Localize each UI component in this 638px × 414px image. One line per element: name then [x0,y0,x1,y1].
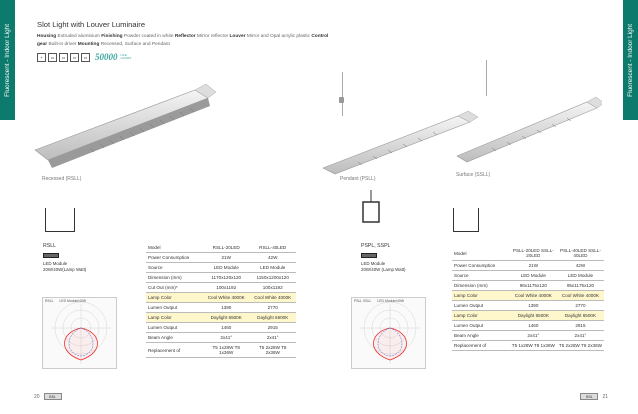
spec-row [452,341,604,351]
led-module-label [43,261,86,273]
spec-value-a: 1390 [510,301,557,311]
spec-value-a: Daylight 6500K [203,313,249,323]
spec-label: Model [452,246,510,261]
section-tab-left [0,0,15,120]
spec-row [146,273,296,283]
spec-value-b: 100x1192 [249,283,296,293]
spec-value-a: T5 1x28W T8 1x36W [203,343,249,358]
page-title: Slot Light with Louver Luminaire [37,20,146,29]
spec-label: Replacement of [146,343,203,358]
mounting-label: Mounting [77,42,100,47]
pendant-wire [486,60,487,96]
reflector-label: Reflector [174,34,196,39]
section-tab-label: Fluorescent - Indoor Light [627,23,634,97]
recessed-luminaire-image [30,60,220,175]
spec-row [146,283,296,293]
spec-value-a: 1390 [203,303,249,313]
spec-value-a: 21W [203,253,249,263]
polar-title: LED Module/40W [59,299,87,303]
spec-value-b: 2915 [249,323,296,333]
polar-diagram [42,297,117,369]
spec-value-b: 2915 [557,321,604,331]
spec-value-a: Cool White 4000K [510,291,557,301]
spec-row [452,281,604,291]
led-module-line: 20W/40W (Lamp Watt) [361,267,406,272]
polar-diagram [351,297,426,369]
spec-value-a: 1170x120x120 [203,273,249,283]
spec-value-b: T5 2x28W T8 2x36W [249,343,296,358]
control-gear-text: Built-in driver [47,42,78,47]
spec-table-right [452,246,604,351]
louver-label: Louver [229,34,246,39]
spec-value-b: 1150x1200x120 [249,273,296,283]
profile-drawing [45,208,75,232]
spec-row [452,271,604,281]
brand-logo: BSL [44,393,62,400]
spec-row [452,331,604,341]
spec-label: Lamp Color [146,313,203,323]
spec-row [146,303,296,313]
control-gear-label: Control gear [37,34,329,47]
page-number: 21 [602,393,608,400]
spec-value-a: Cool White 4000K [203,293,249,303]
spec-value-b: Cool White 4000K [557,291,604,301]
spec-row [146,253,296,263]
spec-value-b: 2x41° [249,333,296,343]
spec-value-a: 1460 [510,321,557,331]
spec-label: Lamp Color [146,293,203,303]
spec-value-b: PSLL-40LED SSLL-40LED [557,246,604,261]
spec-value-b: 42W [557,261,604,271]
model-name: PSPL, SSPL [361,243,391,249]
product-description [37,33,337,49]
spec-value-b: 2770 [557,301,604,311]
pendant-profile-drawing [360,190,382,228]
surface-caption: Surface (SSLL) [456,172,491,178]
badge-icon: ▭ [59,53,68,62]
spec-label: Source [146,263,203,273]
led-module-icon [361,253,377,258]
spec-value-a: PSLL-20LED SSLL-20LED [510,246,557,261]
spec-label: Model [146,243,203,253]
spec-label: Power Consumption [146,253,203,263]
mounting-text: Recessed, Surface and Pendant [99,42,170,47]
footer-right [580,393,608,400]
polar-title: LED Module/40W [377,299,404,303]
badge-icon: + [37,53,46,62]
surface-luminaire-image [452,96,602,166]
led-module-line: LED Module [43,261,68,266]
led-module-line: LED Module [361,261,386,266]
section-tab-right [623,0,638,120]
spec-row [146,313,296,323]
polar-curve [43,298,118,370]
led-module-line: 20W/40W(Lamp Watt) [43,267,87,272]
spec-value-a: 2x41° [510,331,557,341]
spec-value-b: LED Module [249,263,296,273]
spec-row [146,343,296,358]
spec-label: Lamp Color [452,291,510,301]
spec-row [452,301,604,311]
housing-label: Housing [37,34,57,39]
recessed-caption: Recessed (RSLL) [42,176,82,182]
finishing-text: Powder coated in white [122,34,175,39]
spec-row [452,261,604,271]
spec-label: Dimension (mm) [146,273,203,283]
spec-label: Beam Angle [452,331,510,341]
spec-value-a: 96x1175x120 [510,281,557,291]
spec-row [146,263,296,273]
spec-row [452,246,604,261]
section-tab-label: Fluorescent - Indoor Light [4,23,11,97]
pendant-hook [339,97,344,103]
spec-row [146,293,296,303]
louver-text: Mirror and Opal acrylic plastic [245,34,312,39]
lifetime-hours: 50000 [95,52,118,62]
badge-icon: ▭ [48,53,57,62]
reflector-text: Mirror reflector [195,34,230,39]
pendant-caption: Pendant (PSLL) [340,176,376,182]
footer-left [34,393,62,400]
polar-model-label: RSLL [45,299,54,303]
spec-value-b: Cool White 4000K [249,293,296,303]
spec-row [146,323,296,333]
spec-value-b: LED Module [557,271,604,281]
brand-logo: BSL [580,393,598,400]
page-number: 20 [34,393,40,400]
spec-label: Lumen Output [452,301,510,311]
spec-value-a: 21W [510,261,557,271]
spec-value-b: RSLL-40LED [249,243,296,253]
badge-icon: ▭ [81,53,90,62]
polar-curve [352,298,427,370]
spec-value-a: 1460 [203,323,249,333]
spec-label: Lumen Output [146,323,203,333]
spec-value-a: T5 1x28W T8 1x36W [510,341,557,351]
spec-row [452,311,604,321]
finishing-label: Finishing [101,34,123,39]
spec-label: Replacement of [452,341,510,351]
spec-label: Lamp Color [452,311,510,321]
spec-label: Lumen Output [146,303,203,313]
spec-value-a: RSLL-20LED [203,243,249,253]
spec-label: Cut Out (mm)* [146,283,203,293]
badge-icon: ▭ [70,53,79,62]
spec-table-left [146,243,296,358]
housing-text: Extruded aluminium [56,34,102,39]
spec-value-b: T5 2x28W T8 2x36W [557,341,604,351]
led-module-label [361,261,406,273]
spec-value-b: 2770 [249,303,296,313]
led-module-icon [43,253,59,258]
model-name: RSLL [43,243,56,249]
spec-value-b: 2x41° [557,331,604,341]
spec-row [146,333,296,343]
spec-row [452,321,604,331]
spec-value-a: Daylight 6500K [510,311,557,321]
spec-label: Power Consumption [452,261,510,271]
spec-value-b: Daylight 6500K [249,313,296,323]
lifetime-unit: LIFE HOURS [120,53,132,60]
spec-label: Lumen Output [452,321,510,331]
spec-value-b: 42W [249,253,296,263]
spec-label: Beam Angle [146,333,203,343]
spec-value-a: LED Module [203,263,249,273]
spec-value-b: 95x1175x120 [557,281,604,291]
spec-value-b: Daylight 6500K [557,311,604,321]
spec-label: Source [452,271,510,281]
spec-value-a: LED Module [510,271,557,281]
surface-profile-drawing [453,208,479,232]
polar-model-label: PSLL SSLL [354,299,372,303]
spec-row [146,243,296,253]
spec-value-a: 2x41° [203,333,249,343]
spec-row [452,291,604,301]
spec-value-a: 100x1192 [203,283,249,293]
spec-label: Dimension (mm) [452,281,510,291]
